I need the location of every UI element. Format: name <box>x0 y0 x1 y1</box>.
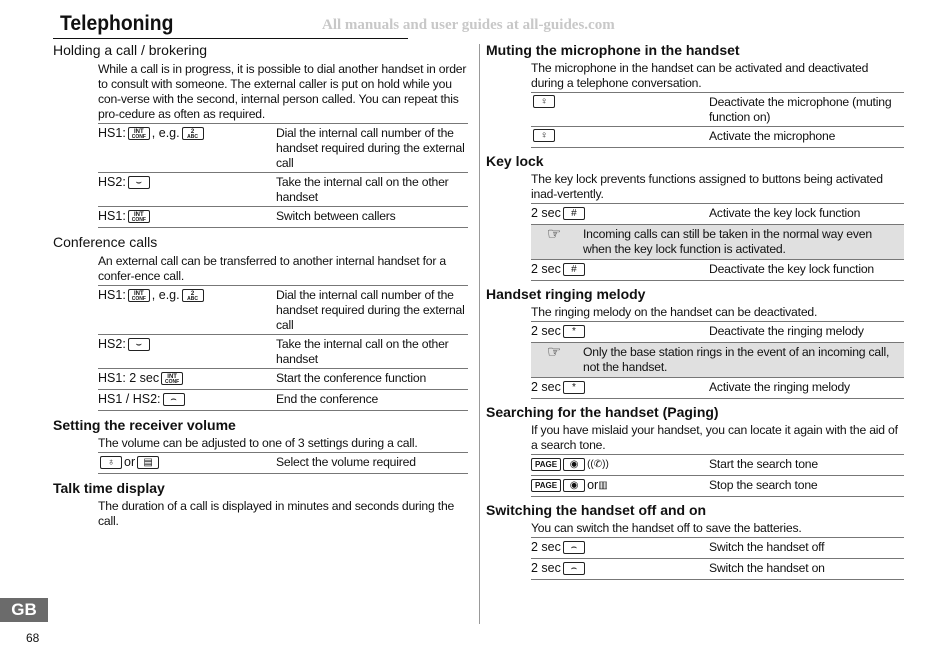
melody-text: The ringing melody on the handset can be deactivated. <box>531 305 818 319</box>
row-description: Deactivate the microphone (muting function on) <box>709 95 892 124</box>
mute-key-icon: ♀ <box>533 95 555 108</box>
row-prefix: 2 sec <box>531 540 561 554</box>
hash-key-icon: # <box>563 263 585 276</box>
row-prefix: 2 sec <box>531 380 561 394</box>
keylock-table <box>531 203 904 281</box>
mute-heading: Muting the microphone in the handset <box>486 42 740 58</box>
row-description: End the conference <box>276 392 379 406</box>
pointing-hand-icon: ☞ <box>547 226 562 243</box>
table-row <box>531 260 904 281</box>
row-mid: or <box>587 478 599 492</box>
signal-icon: ◉ <box>563 479 585 492</box>
row-description: Take the internal call on the other handset <box>276 337 449 366</box>
power-text: You can switch the handset off to save the batteries. <box>531 521 802 535</box>
end-off-key-icon: ⌢ <box>163 393 185 406</box>
table-row <box>98 369 468 390</box>
table-row <box>98 390 468 411</box>
paging-heading: Searching for the handset (Paging) <box>486 404 719 420</box>
int-conf-key-icon: INT CONF <box>161 372 183 385</box>
table-row <box>531 322 904 343</box>
row-description: Activate the key lock function <box>709 206 861 220</box>
page-key-icon: PAGE <box>531 458 561 471</box>
talktime-heading: Talk time display <box>53 480 165 496</box>
table-row <box>531 455 904 476</box>
row-description: Dial the internal call number of the handset required during the external call <box>276 288 465 332</box>
menu-key-icon: ▤ <box>137 456 159 469</box>
row-description: Take the internal call on the other handset <box>276 175 449 204</box>
row-prefix: 2 sec <box>531 324 561 338</box>
page-key-icon: PAGE <box>531 479 561 492</box>
left-column <box>53 42 468 530</box>
mute-table <box>531 92 904 148</box>
keylock-heading: Key lock <box>486 153 544 169</box>
page-title: Telephoning <box>60 12 174 35</box>
row-prefix: 2 sec <box>531 206 561 220</box>
row-prefix: HS1: <box>98 288 126 302</box>
star-key-icon: * <box>563 325 585 338</box>
mute-text: The microphone in the handset can be activated and deactivated during a telephone conversation. <box>531 61 869 90</box>
table-row <box>531 538 904 559</box>
volume-key-icon: ♁ <box>100 456 122 469</box>
row-prefix: HS1 / HS2: <box>98 392 161 406</box>
int-conf-key-icon: INT CONF <box>128 289 150 302</box>
row-description: Switch the handset on <box>709 561 825 575</box>
row-description: Activate the microphone <box>709 129 836 143</box>
melody-table <box>531 321 904 399</box>
paging-text: If you have mislaid your handset, you can locate it again with the aid of a search tone. <box>531 423 898 452</box>
row-description: Start the conference function <box>276 371 427 385</box>
table-row <box>531 93 904 127</box>
keylock-text: The key lock prevents functions assigned to buttons being activated inad-vertently. <box>531 172 883 201</box>
table-row <box>531 127 904 148</box>
row-mid: , e.g. <box>151 126 180 140</box>
note-text: Incoming calls can still be taken in the normal way even when the key lock function is activated. <box>583 227 872 256</box>
row-prefix: HS1: 2 sec <box>98 371 160 385</box>
row-description: Deactivate the ringing melody <box>709 324 864 338</box>
note-box <box>531 225 904 260</box>
language-tab: GB <box>0 598 48 622</box>
end-off-key-icon: ⌢ <box>563 562 585 575</box>
signal-icon: ◉ <box>563 458 585 471</box>
end-off-key-icon: ⌢ <box>563 541 585 554</box>
row-description: Start the search tone <box>709 457 818 471</box>
hash-key-icon: # <box>563 207 585 220</box>
row-prefix: 2 sec <box>531 262 561 276</box>
row-prefix: 2 sec <box>531 561 561 575</box>
holding-table <box>98 123 468 228</box>
table-row <box>98 335 468 369</box>
holding-heading: Holding a call / brokering <box>53 42 208 58</box>
two-abc-key-icon: 2 ABC <box>182 127 204 140</box>
talktime-text: The duration of a call is displayed in minutes and seconds during the call. <box>98 499 455 528</box>
two-abc-key-icon: 2 ABC <box>182 289 204 302</box>
table-row <box>531 559 904 580</box>
row-description: Stop the search tone <box>709 478 818 492</box>
int-conf-key-icon: INT CONF <box>128 210 150 223</box>
note-box <box>531 343 904 378</box>
row-description: Switch the handset off <box>709 540 825 554</box>
row-prefix: HS1: <box>98 209 126 223</box>
row-prefix: HS2: <box>98 337 126 351</box>
volume-heading: Setting the receiver volume <box>53 417 236 433</box>
pointing-hand-icon: ☞ <box>547 344 562 361</box>
power-heading: Switching the handset off and on <box>486 502 707 518</box>
int-conf-key-icon: INT CONF <box>128 127 150 140</box>
table-row <box>531 204 904 225</box>
conference-heading: Conference calls <box>53 234 158 250</box>
column-divider <box>479 44 480 624</box>
table-row <box>531 378 904 399</box>
row-mid: or <box>124 455 136 469</box>
holding-text: While a call is in progress, it is possible to dial another handset in order to consult with someone. The external caller is put on hold while you con-verse with the second, internal person called. You can repeat this pro-cedure as often as required. <box>98 62 467 121</box>
table-row <box>98 207 468 228</box>
row-description: Deactivate the key lock function <box>709 262 874 276</box>
watermark: All manuals and user guides at all-guides.com <box>322 17 615 33</box>
table-row <box>98 453 468 474</box>
handset-icon: ▥ <box>598 480 608 491</box>
table-row <box>98 173 468 207</box>
conference-table <box>98 285 468 411</box>
talk-key-icon: ⌣ <box>128 338 150 351</box>
table-row <box>531 476 904 497</box>
right-column <box>486 42 904 580</box>
row-prefix: HS1: <box>98 126 126 140</box>
row-description: Switch between callers <box>276 209 396 223</box>
talk-key-icon: ⌣ <box>128 176 150 189</box>
title-rule <box>53 38 408 39</box>
power-table <box>531 537 904 580</box>
table-row <box>98 124 468 173</box>
table-row <box>98 286 468 335</box>
star-key-icon: * <box>563 381 585 394</box>
page-number: 68 <box>26 631 40 645</box>
volume-text: The volume can be adjusted to one of 3 settings during a call. <box>98 436 418 450</box>
row-description: Select the volume required <box>276 455 416 469</box>
paging-table <box>531 454 904 497</box>
note-text: Only the base station rings in the event of an incoming call, not the handset. <box>583 345 890 374</box>
row-mid: , e.g. <box>151 288 180 302</box>
volume-table <box>98 452 468 474</box>
signal-icon: ((✆)) <box>587 459 609 470</box>
melody-heading: Handset ringing melody <box>486 286 646 302</box>
conference-text: An external call can be transferred to another internal handset for a confer-ence call. <box>98 254 446 283</box>
mute-key-icon: ♀ <box>533 129 555 142</box>
row-prefix: HS2: <box>98 175 126 189</box>
row-description: Dial the internal call number of the handset required during the external call <box>276 126 465 170</box>
row-description: Activate the ringing melody <box>709 380 850 394</box>
